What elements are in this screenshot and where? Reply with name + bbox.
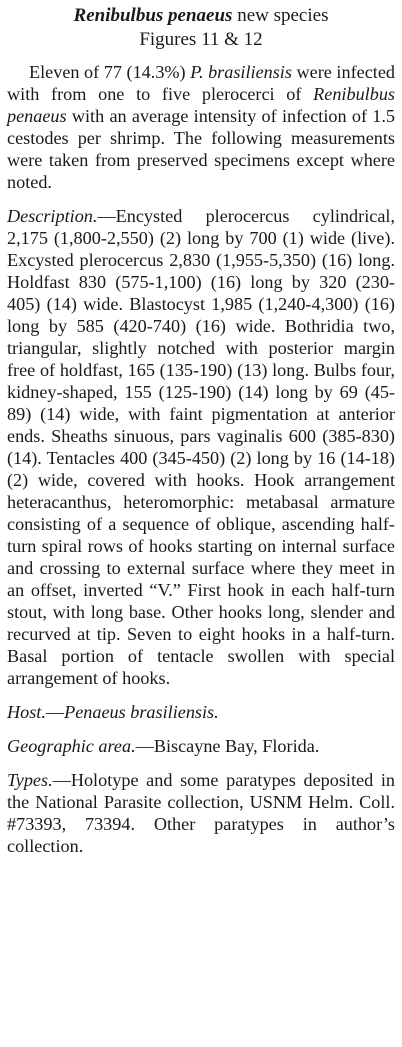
- types-paragraph: [7, 769, 395, 857]
- host-label: Host.: [7, 702, 46, 722]
- host-dash: —: [45, 702, 65, 722]
- description-label: Description.: [7, 206, 98, 226]
- types-value: —Holotype and some paratypes deposited in the National Parasite collection, USNM Helm. Coll. #73393, 73394. Other paratypes in author’s collection.: [7, 770, 395, 856]
- figure-reference: Figures 11 & 12: [139, 29, 263, 50]
- species-status: new species: [232, 5, 329, 26]
- intro-species-name: Renibulbus penaeus: [7, 84, 395, 126]
- intro-text-1: Eleven of 77 (14.3%): [29, 62, 191, 82]
- host-value: Penaeus brasiliensis.: [64, 702, 219, 722]
- description-body: —Encysted plerocercus cylindrical, 2,175 (1,800-2,550) (2) long by 700 (1) wide (live). Excysted plerocercus 2,830 (1,955-5,350) (16) long. Holdfast 830 (575-1,100) (16) long by 320 (230-405) (14) wide. Blastocyst 1,985 (1,240-4,300) (16) long by 585 (420-740) (16) wide. Bothridia two, triangular, slightly notched with posterior margin free of holdfast, 165 (135-190) (13) long. Bulbs four, kidney-shaped, 155 (125-190) (14) long by 69 (45-89) (14) wide, with faint pigmentation at anterior ends. Sheaths sinuous, pars vaginalis 600 (385-830) (14). Tentacles 400 (345-450) (2) long by 16 (14-18) (2) wide, covered with hooks. Hook arrangement heteracanthus, heteromorphic: metabasal armature consisting of a sequence of oblique, ascending half-turn spiral rows of hooks starting on internal surface and crossing to external surface where they meet in an offset, inverted “V.” First hook in each half-turn stout, with long base. Other hooks long, slender and recurved at tip. Seven to eight hooks in a half-turn. Basal portion of tentacle swollen with special arrangement of hooks.: [7, 206, 395, 688]
- species-account: [7, 0, 395, 857]
- intro-host-name: P. brasiliensis: [190, 62, 292, 82]
- geographic-label: Geographic area.: [7, 736, 136, 756]
- description-paragraph: [7, 205, 395, 689]
- intro-paragraph: [7, 61, 395, 193]
- host-paragraph: [7, 701, 395, 723]
- types-label: Types.: [7, 770, 53, 790]
- species-heading: [7, 4, 395, 28]
- geographic-value: —Biscayne Bay, Florida.: [135, 736, 320, 756]
- intro-text-3: with an average intensity of infection of 1.5 cestodes per shrimp. The following measurements were taken from preserved specimens except where noted.: [7, 106, 395, 192]
- species-name: Renibulbus penaeus: [73, 5, 233, 26]
- geographic-paragraph: [7, 735, 395, 757]
- intro-text-2: were infected with from one to five plerocerci of: [7, 62, 395, 104]
